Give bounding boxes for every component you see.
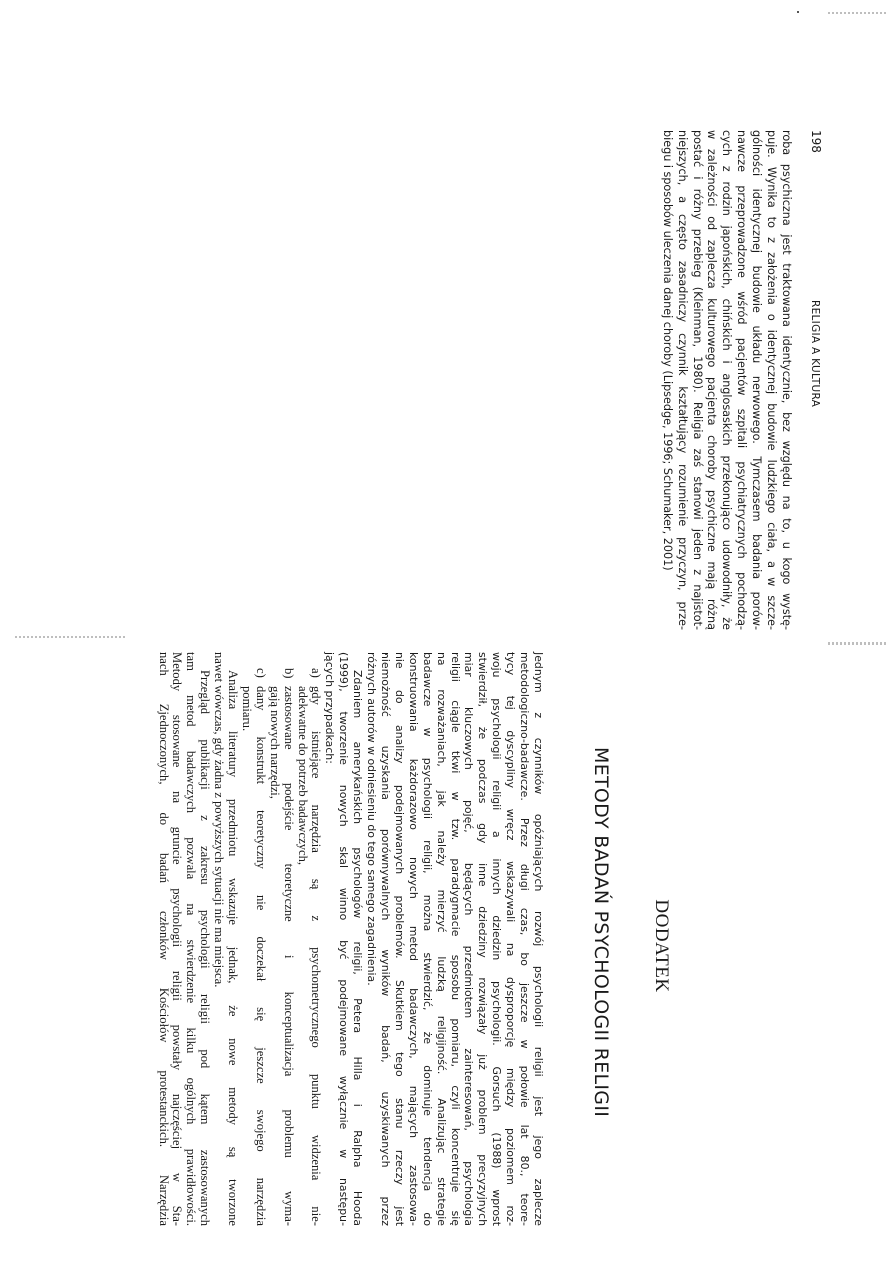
scan-artifact: [828, 12, 888, 14]
text-line: gają nowych narzędzi,: [267, 686, 282, 799]
page-number: 198: [809, 130, 823, 153]
text-line: gólności identycznej budowie układu nerwowego. Tymczasem badania porów-: [750, 130, 764, 630]
criteria-list: [239, 652, 322, 1226]
text-line: gdy istniejące narzędzia są z psychometrycznego punktu widzenia nie-: [309, 686, 324, 1226]
page-header: [801, 130, 823, 630]
text-line: zastosowane podejście teoretyczne i konceptualizacja problemu wyma-: [281, 686, 296, 1226]
list-item: [267, 652, 295, 1226]
text-line: miar kluczowych pojęć, będących przedmiotem zainteresowań, psychologia: [462, 652, 476, 1226]
text-line: stwierdził, że podczas gdy inne dziedziny rozwiązały już problem precyzyjnych: [476, 652, 490, 1226]
text-line: woju psychologii religii a innych dziedzin psychologii. Gorsuch (1988) wprost: [490, 652, 504, 1226]
scan-artifact: [828, 642, 888, 645]
text-line: badawcze w psychologii religii, można stwierdzić, że dominuje tendencja do: [420, 652, 434, 1226]
paragraph-review: [156, 652, 212, 1226]
list-item: [295, 652, 323, 1226]
text-line: nawcze przeprowadzone wśród pacjentów szpitali psychiatrycznych pochodzą-: [735, 130, 749, 630]
text-line: jących przypadkach:: [323, 652, 337, 764]
section-title: DODATEK: [651, 899, 672, 993]
section-heading-block: [632, 652, 672, 1224]
text-line: na rozważaniach, jak należy mierzyć ludzką religijność. Analizując strategie: [434, 652, 448, 1226]
text-line: Przegląd publikacji z zakresu psychologii religii pod kątem zastosowanych: [198, 670, 213, 1226]
text-line: różnych autorów w odniesieniu do tego samego zagadnienia.: [365, 652, 379, 986]
text-line: Zdaniem amerykańskich psychologów religii, Petera Hilla i Ralpha Hooda: [351, 670, 365, 1226]
paragraph-intro: [364, 652, 545, 1226]
text-line: roba psychiczna jest traktowana identycznie, bez względu na to, u kogo wystę-: [780, 130, 793, 630]
text-line: tam metod badawczych pozwala na stwierdzenie kilku ogólnych prawidłowości.: [184, 652, 199, 1226]
body-paragraph: [659, 130, 793, 630]
paragraph-hill-hood: [323, 652, 365, 1226]
list-marker: a): [309, 668, 324, 678]
text-line: konstruowania każdorazowo nowych metod badawczych, mających zastosowa-: [406, 652, 420, 1226]
scan-artifact: [797, 11, 799, 13]
scan-artifact: [15, 636, 125, 638]
text-line: puje. Wynika to z założenia o identycznej budowie ludzkiego ciała, a w szcze-: [765, 130, 779, 630]
text-line: w zależności od zaplecza kulturowego pacjenta choroby psychiczne mają różną: [705, 130, 719, 630]
text-line: adekwatne do potrzeb badawczych,: [295, 686, 310, 866]
text-line: biegu i sposobów uleczenia danej choroby (Lipsedge, 1996; Schumaker, 2001): [660, 130, 674, 571]
list-marker: c): [253, 668, 268, 678]
text-line: cych z rodzin japońskich, chińskich i anglosaskich przekonująco udowodniły, że: [720, 130, 734, 630]
text-line: niejszych, a często zasadniczy czynnik kształtujący rozumienie przyczyn, prze-: [675, 130, 689, 630]
text-line: (1999), tworzenie nowych skal winno być podejmowane wyłącznie w następu-: [337, 652, 351, 1226]
text-line: pomiaru.: [239, 686, 254, 732]
text-line: Analiza literatury przedmiotu wskazuje jednak, że nowe metody są tworzone: [226, 670, 241, 1226]
text-line: Metody stosowane na gruncie psychologii religii powstały najczęściej w Sta-: [170, 652, 185, 1226]
running-head: RELIGIA A KULTURA: [809, 300, 821, 408]
text-line: nawet wówczas, gdy żadna z powyższych sytuacji nie ma miejsca.: [212, 652, 227, 988]
text-line: metodologiczno-badawcze. Przez długi czas, bo jeszcze w połowie lat 80., teore-: [518, 652, 532, 1226]
right-page-body: [156, 652, 545, 1226]
left-page: [659, 130, 823, 630]
text-line: nie do analizy podejmowanych problemów. Skutkiem tego stanu rzeczy jest: [392, 652, 406, 1226]
paragraph-literature: [211, 652, 239, 1226]
chapter-title: METODY BADAŃ PSYCHOLOGII RELIGII: [590, 747, 612, 1118]
text-line: nach Zjednoczonych, do badań członków Kościołów protestanckich. Narzędzia: [156, 652, 171, 1226]
chapter-heading-block: [590, 652, 612, 1224]
list-marker: b): [281, 668, 296, 679]
text-line: postać i różny przebieg (Kleinman, 1980). Religia zaś stanowi jeden z najistot-: [690, 130, 704, 630]
text-line: niemożność uzyskania porównywalnych wyników badań, uzyskiwanych przez: [379, 652, 393, 1226]
text-line: Jednym z czynników opóźniających rozwój psychologii religii jest jego zaplecze: [532, 652, 545, 1226]
text-line: tycy tej dyscypliny wręcz wskazywali na dysproporcję między poziomem roz-: [504, 652, 518, 1226]
list-item: [239, 652, 267, 1226]
text-line: religii ciągle tkwi w tzw. paradygmacie sposobu pomiaru, czyli koncentruje się: [448, 652, 462, 1226]
text-line: dany konstrukt teoretyczny nie doczekał się jeszcze swojego narzędzia: [253, 686, 268, 1226]
